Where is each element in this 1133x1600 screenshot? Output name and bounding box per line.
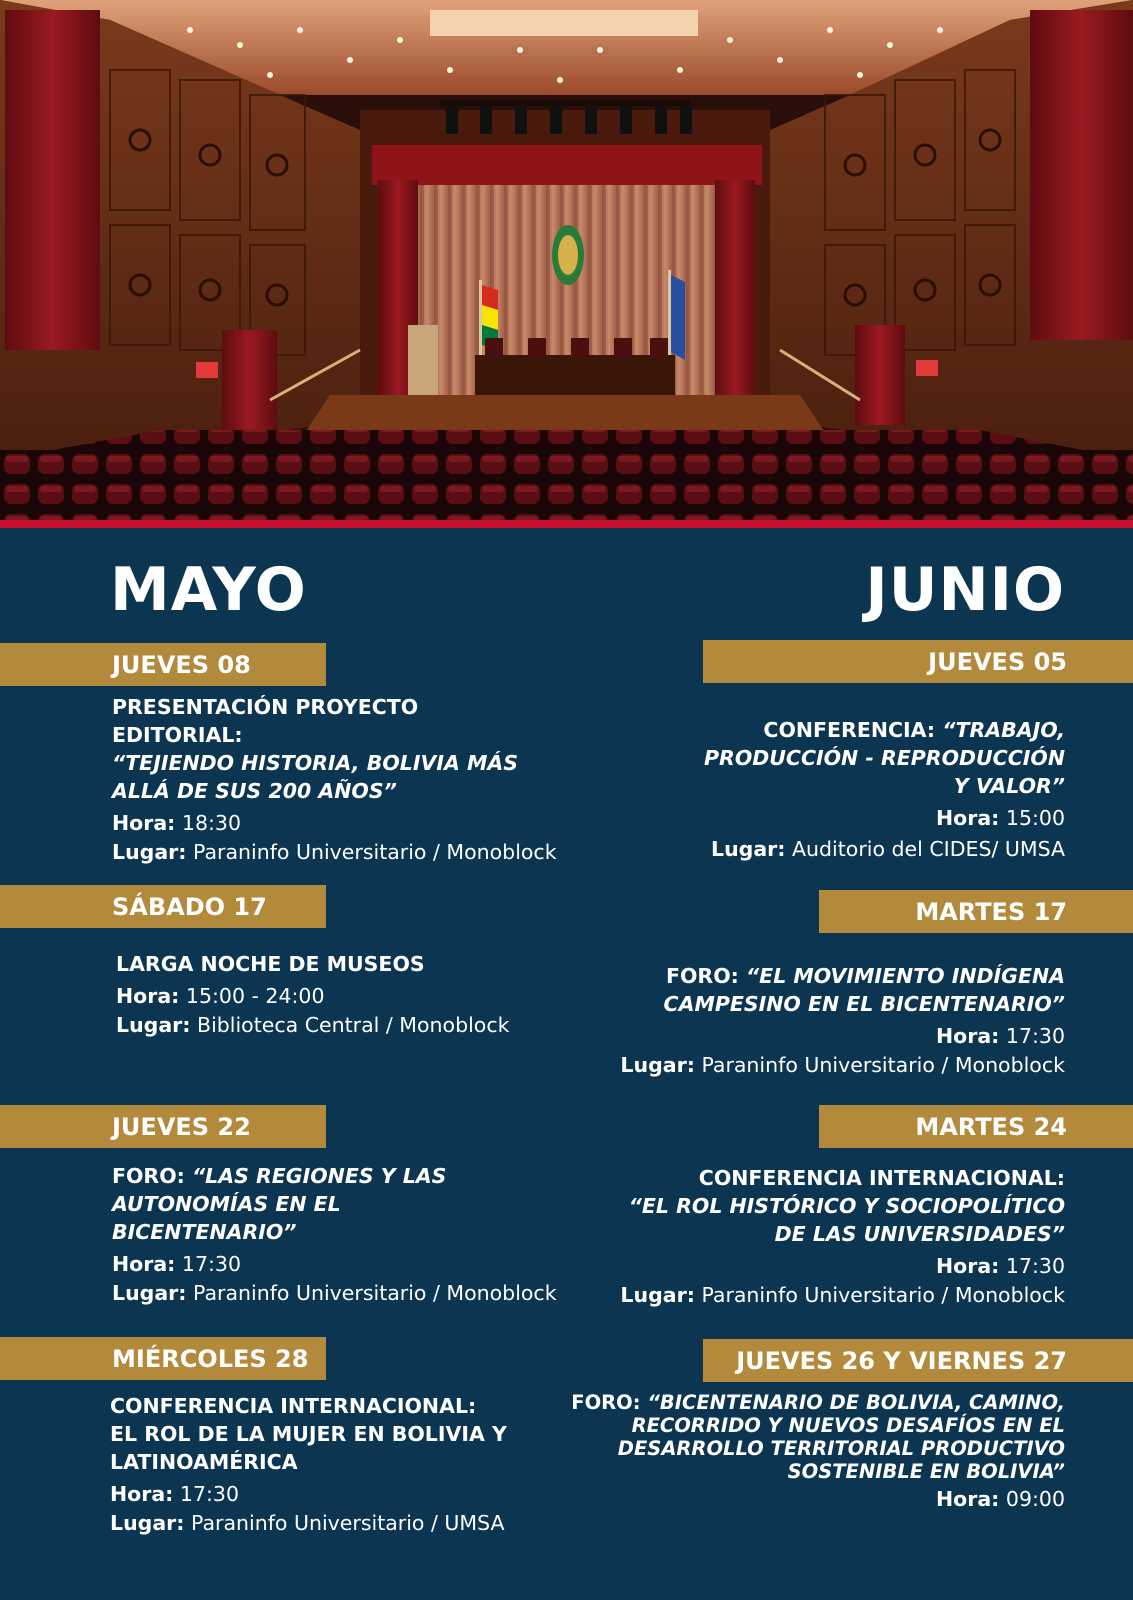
hora-value: 17:30 xyxy=(181,1252,241,1276)
lugar-row xyxy=(116,1012,586,1039)
month-title-junio: JUNIO xyxy=(865,555,1065,625)
hora-value: 15:00 xyxy=(1005,806,1065,830)
event-title xyxy=(505,1164,1065,1248)
title-line: ALLÁ DE SUS 200 AÑOS” xyxy=(112,779,397,803)
date-bar-mayo-1: JUEVES 08 xyxy=(0,643,326,686)
month-title-mayo: MAYO xyxy=(110,555,307,625)
title-line: “TRABAJO, xyxy=(942,718,1065,742)
hora-label: Hora: xyxy=(110,1482,174,1506)
title-line: EDITORIAL: xyxy=(112,723,243,747)
title-line: CAMPESINO EN EL BICENTENARIO” xyxy=(663,992,1065,1016)
title-line: “EL MOVIMIENTO INDÍGENA xyxy=(745,964,1065,988)
title-line: DE LAS UNIVERSIDADES” xyxy=(774,1222,1065,1246)
event-mayo-2 xyxy=(116,950,586,1039)
title-line: “BICENTENARIO DE BOLIVIA, CAMINO, xyxy=(647,1391,1065,1414)
event-title xyxy=(565,1391,1065,1483)
title-line: PRODUCCIÓN - REPRODUCCIÓN xyxy=(704,746,1065,770)
title-line: SOSTENIBLE EN BOLIVIA” xyxy=(787,1460,1065,1483)
date-bar-mayo-4: MIÉRCOLES 28 xyxy=(0,1337,326,1380)
lugar-label: Lugar: xyxy=(711,837,786,861)
title-prefix: FORO: xyxy=(112,1164,192,1188)
title-line: DESARROLLO TERRITORIAL PRODUCTIVO xyxy=(617,1437,1065,1460)
hora-value: 15:00 - 24:00 xyxy=(185,984,325,1008)
event-mayo-4 xyxy=(110,1392,580,1537)
title-line: BICENTENARIO” xyxy=(112,1220,297,1244)
lugar-value: Paraninfo Universitario / Monoblock xyxy=(193,1281,557,1305)
lugar-value: Biblioteca Central / Monoblock xyxy=(197,1013,510,1037)
hora-row xyxy=(112,810,582,837)
lugar-label: Lugar: xyxy=(620,1283,695,1307)
lugar-value: Paraninfo Universitario / Monoblock xyxy=(701,1283,1065,1307)
auditorium-illustration xyxy=(0,0,1133,523)
event-title xyxy=(545,716,1065,800)
title-line: Y VALOR” xyxy=(953,774,1065,798)
hora-label: Hora: xyxy=(936,1254,1000,1278)
lugar-row xyxy=(505,1282,1065,1309)
lugar-value: Paraninfo Universitario / UMSA xyxy=(191,1511,505,1535)
hora-row xyxy=(565,1486,1065,1513)
hora-value: 18:30 xyxy=(181,811,241,835)
auditorium-photo xyxy=(0,0,1133,523)
event-junio-2 xyxy=(545,962,1065,1079)
title-line: EL ROL DE LA MUJER EN BOLIVIA Y xyxy=(110,1422,507,1446)
event-title xyxy=(116,950,586,978)
hora-label: Hora: xyxy=(116,984,180,1008)
event-junio-4 xyxy=(565,1391,1065,1513)
hora-row xyxy=(116,983,586,1010)
date-bar-mayo-2: SÁBADO 17 xyxy=(0,885,326,928)
hora-label: Hora: xyxy=(112,811,176,835)
hora-row xyxy=(505,1253,1065,1280)
hora-label: Hora: xyxy=(112,1252,176,1276)
date-bar-mayo-3: JUEVES 22 xyxy=(0,1105,326,1148)
lugar-label: Lugar: xyxy=(112,1281,187,1305)
title-line: LARGA NOCHE DE MUSEOS xyxy=(116,952,425,976)
lugar-label: Lugar: xyxy=(620,1053,695,1077)
hora-value: 17:30 xyxy=(179,1482,239,1506)
lugar-label: Lugar: xyxy=(110,1511,185,1535)
event-title xyxy=(112,693,582,805)
title-line: CONFERENCIA INTERNACIONAL: xyxy=(698,1166,1065,1190)
date-bar-junio-4: JUEVES 26 Y VIERNES 27 xyxy=(703,1339,1133,1382)
lugar-row xyxy=(110,1510,580,1537)
title-line: “TEJIENDO HISTORIA, BOLIVIA MÁS xyxy=(112,751,518,775)
title-prefix: FORO: xyxy=(571,1391,648,1414)
title-prefix: CONFERENCIA: xyxy=(763,718,943,742)
lugar-value: Paraninfo Universitario / Monoblock xyxy=(701,1053,1065,1077)
event-mayo-1 xyxy=(112,693,582,866)
date-bar-junio-1: JUEVES 05 xyxy=(703,640,1133,683)
lugar-value: Paraninfo Universitario / Monoblock xyxy=(193,840,557,864)
title-prefix: FORO: xyxy=(666,964,746,988)
lugar-label: Lugar: xyxy=(112,840,187,864)
hora-value: 17:30 xyxy=(1005,1024,1065,1048)
hora-row xyxy=(545,805,1065,832)
event-junio-1 xyxy=(545,716,1065,863)
title-line: “LAS REGIONES Y LAS xyxy=(191,1164,447,1188)
lugar-row xyxy=(545,836,1065,863)
hora-label: Hora: xyxy=(936,806,1000,830)
lugar-value: Auditorio del CIDES/ UMSA xyxy=(792,837,1065,861)
title-line: CONFERENCIA INTERNACIONAL: xyxy=(110,1394,477,1418)
title-line: RECORRIDO Y NUEVOS DESAFÍOS EN EL xyxy=(631,1414,1065,1437)
hora-value: 09:00 xyxy=(1005,1487,1065,1511)
title-line: “EL ROL HISTÓRICO Y SOCIOPOLÍTICO xyxy=(628,1194,1065,1218)
lugar-label: Lugar: xyxy=(116,1013,191,1037)
hora-value: 17:30 xyxy=(1005,1254,1065,1278)
date-bar-junio-2: MARTES 17 xyxy=(819,890,1133,933)
hora-row xyxy=(110,1481,580,1508)
event-title xyxy=(545,962,1065,1018)
lugar-row xyxy=(545,1052,1065,1079)
hora-row xyxy=(545,1023,1065,1050)
hora-label: Hora: xyxy=(936,1487,1000,1511)
lugar-row xyxy=(112,839,582,866)
hora-label: Hora: xyxy=(936,1024,1000,1048)
event-title xyxy=(110,1392,580,1476)
date-bar-junio-3: MARTES 24 xyxy=(819,1105,1133,1148)
title-line: PRESENTACIÓN PROYECTO xyxy=(112,695,419,719)
red-divider xyxy=(0,520,1133,528)
event-junio-3 xyxy=(505,1164,1065,1309)
title-line: AUTONOMÍAS EN EL xyxy=(112,1192,341,1216)
title-line: LATINOAMÉRICA xyxy=(110,1450,298,1474)
